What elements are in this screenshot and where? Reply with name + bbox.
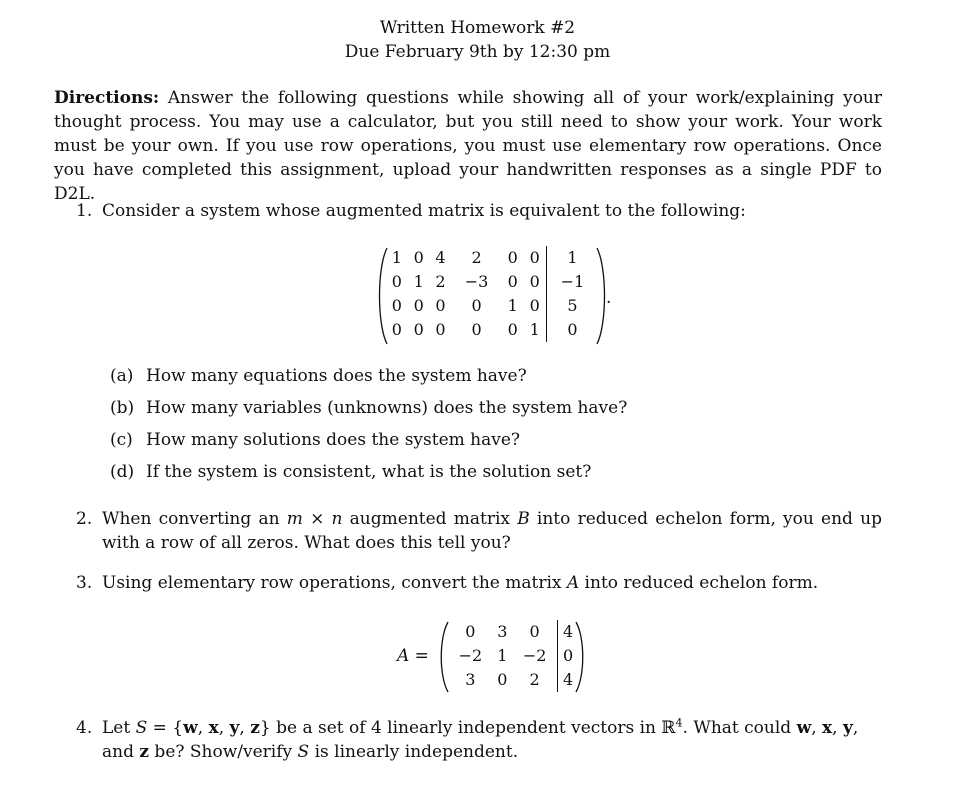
question-1a	[110, 364, 527, 388]
matrix-cell: 2	[529, 670, 540, 689]
matrix-cell: 0	[507, 272, 518, 291]
vector-x: x	[208, 718, 219, 738]
part-text: How many variables (unknowns) does the system have?	[146, 398, 628, 418]
text-run: ,	[852, 718, 859, 738]
question-1c	[110, 428, 520, 452]
matrix-row	[386, 270, 598, 294]
question-1d	[110, 460, 591, 484]
matrix-cell: 0	[558, 644, 578, 668]
matrix-cell: 0	[413, 248, 424, 267]
matrix-row	[448, 620, 578, 644]
matrix-cell: 4	[558, 620, 578, 644]
question-2	[76, 507, 882, 555]
matrix-cell: 1	[529, 320, 540, 339]
exponent: 4	[675, 716, 683, 730]
matrix-row	[386, 246, 598, 270]
math-var: S	[297, 742, 310, 762]
text-run: be? Show/verify	[149, 742, 298, 762]
question-3-text	[102, 571, 882, 595]
part-label: (b)	[110, 398, 135, 418]
matrix-cell: 0	[413, 296, 424, 315]
vector-w: w	[796, 718, 812, 738]
matrix-cell: 1	[546, 246, 598, 270]
matrix-row	[448, 668, 578, 692]
text-run: } be a set of 4 linearly independent vectors in	[259, 718, 662, 738]
matrix-cell: 0	[497, 670, 508, 689]
matrix-right-paren	[573, 620, 589, 694]
text-run: Let	[102, 718, 136, 738]
due-date: Due February 9th by 12:30 pm	[344, 42, 611, 62]
text-run: . What could	[682, 718, 797, 738]
vector-w: w	[183, 718, 198, 738]
matrix-cell: 0	[435, 320, 446, 339]
text-run: = {	[147, 718, 184, 738]
matrix-cell: 0	[529, 296, 540, 315]
question-1b	[110, 396, 627, 420]
matrix-cell: −2	[458, 646, 483, 665]
question-1-text: Consider a system whose augmented matrix is equivalent to the following:	[102, 201, 746, 221]
vector-x: x	[822, 718, 833, 738]
text-run: ,	[239, 718, 251, 738]
matrix-cell: 0	[465, 622, 476, 641]
matrix-cell: 1	[413, 272, 424, 291]
matrix-cell: 3	[465, 670, 476, 689]
matrix-a	[448, 620, 578, 692]
matrix-row	[386, 294, 598, 318]
vector-y: y	[229, 718, 240, 738]
question-number: 3.	[76, 573, 93, 593]
part-label: (a)	[110, 366, 134, 386]
text-run: into reduced echelon form.	[579, 573, 819, 593]
question-4-text	[102, 716, 882, 764]
matrix-row	[448, 644, 578, 668]
question-2-text	[102, 507, 882, 555]
text-run: is linearly independent.	[309, 742, 519, 762]
text-run: augmented matrix	[342, 509, 518, 529]
directions-text: Answer the following questions while showing all of your work/explaining your thought process. You may use a calculator, but you still need to show your work. Your work must be your own. If you use row operations, you must use elementary row operations. Once you have completed this assignment, upload your handwritten responses as a single PDF to D2L.	[54, 88, 882, 204]
vector-y: y	[842, 718, 853, 738]
matrix-cell: 4	[558, 668, 578, 692]
math-var: A	[566, 573, 580, 593]
math-var: S	[135, 718, 148, 738]
math-var: B	[517, 509, 530, 529]
part-text: If the system is consistent, what is the solution set?	[146, 462, 592, 482]
matrix-cell: 0	[471, 320, 482, 339]
matrix-cell: 0	[529, 272, 540, 291]
matrix-cell: 2	[435, 272, 446, 291]
matrix-cell: 0	[391, 320, 402, 339]
matrix-cell: 0	[507, 248, 518, 267]
matrix-cell: 0	[391, 296, 402, 315]
text-run: Using elementary row operations, convert the matrix	[102, 573, 567, 593]
real-numbers-symbol: ℝ	[661, 718, 676, 738]
question-3	[76, 571, 882, 595]
matrix-a-label: A =	[397, 646, 429, 666]
matrix-cell: 5	[546, 294, 598, 318]
matrix-cell: 0	[435, 296, 446, 315]
augmented-matrix	[386, 246, 598, 342]
matrix-cell: 0	[413, 320, 424, 339]
text-run: into reduced echelon form, you end up with a row of all zeros. What does this tell you?	[102, 509, 882, 553]
matrix-cell: 0	[507, 320, 518, 339]
matrix-cell: 1	[391, 248, 402, 267]
matrix-cell: 3	[497, 622, 508, 641]
matrix-cell: 0	[529, 248, 540, 267]
directions-paragraph	[54, 86, 882, 206]
text-run: and	[102, 742, 140, 762]
directions-label: Directions:	[54, 88, 160, 108]
document-title: Written Homework #2	[379, 18, 576, 38]
math-op: ×	[302, 509, 332, 529]
matrix-cell: 1	[507, 296, 518, 315]
matrix-cell: 0	[529, 622, 540, 641]
matrix-cell: 1	[497, 646, 508, 665]
part-label: (d)	[110, 462, 135, 482]
matrix-cell: −2	[522, 646, 547, 665]
matrix-cell: 0	[546, 318, 598, 342]
vector-z: z	[139, 742, 150, 762]
vector-z: z	[250, 718, 260, 738]
matrix-cell: 0	[471, 296, 482, 315]
text-run: ,	[811, 718, 823, 738]
text-run: ,	[197, 718, 209, 738]
matrix-period: .	[606, 288, 612, 308]
text-run: When converting an	[102, 509, 287, 529]
matrix-cell: −1	[546, 270, 598, 294]
matrix-cell: 0	[391, 272, 402, 291]
part-label: (c)	[110, 430, 133, 450]
question-4	[76, 716, 882, 764]
part-text: How many equations does the system have?	[146, 366, 527, 386]
question-number: 2.	[76, 509, 93, 529]
question-1	[76, 199, 882, 223]
text-run: ,	[832, 718, 843, 738]
matrix-cell: 4	[435, 248, 446, 267]
question-number: 1.	[76, 201, 93, 221]
text-run: ,	[218, 718, 230, 738]
matrix-cell: −3	[464, 272, 489, 291]
part-text: How many solutions does the system have?	[146, 430, 521, 450]
question-number: 4.	[76, 718, 93, 738]
matrix-row	[386, 318, 598, 342]
math-var: m	[286, 509, 303, 529]
math-var: n	[331, 509, 343, 529]
matrix-cell: 2	[471, 248, 482, 267]
